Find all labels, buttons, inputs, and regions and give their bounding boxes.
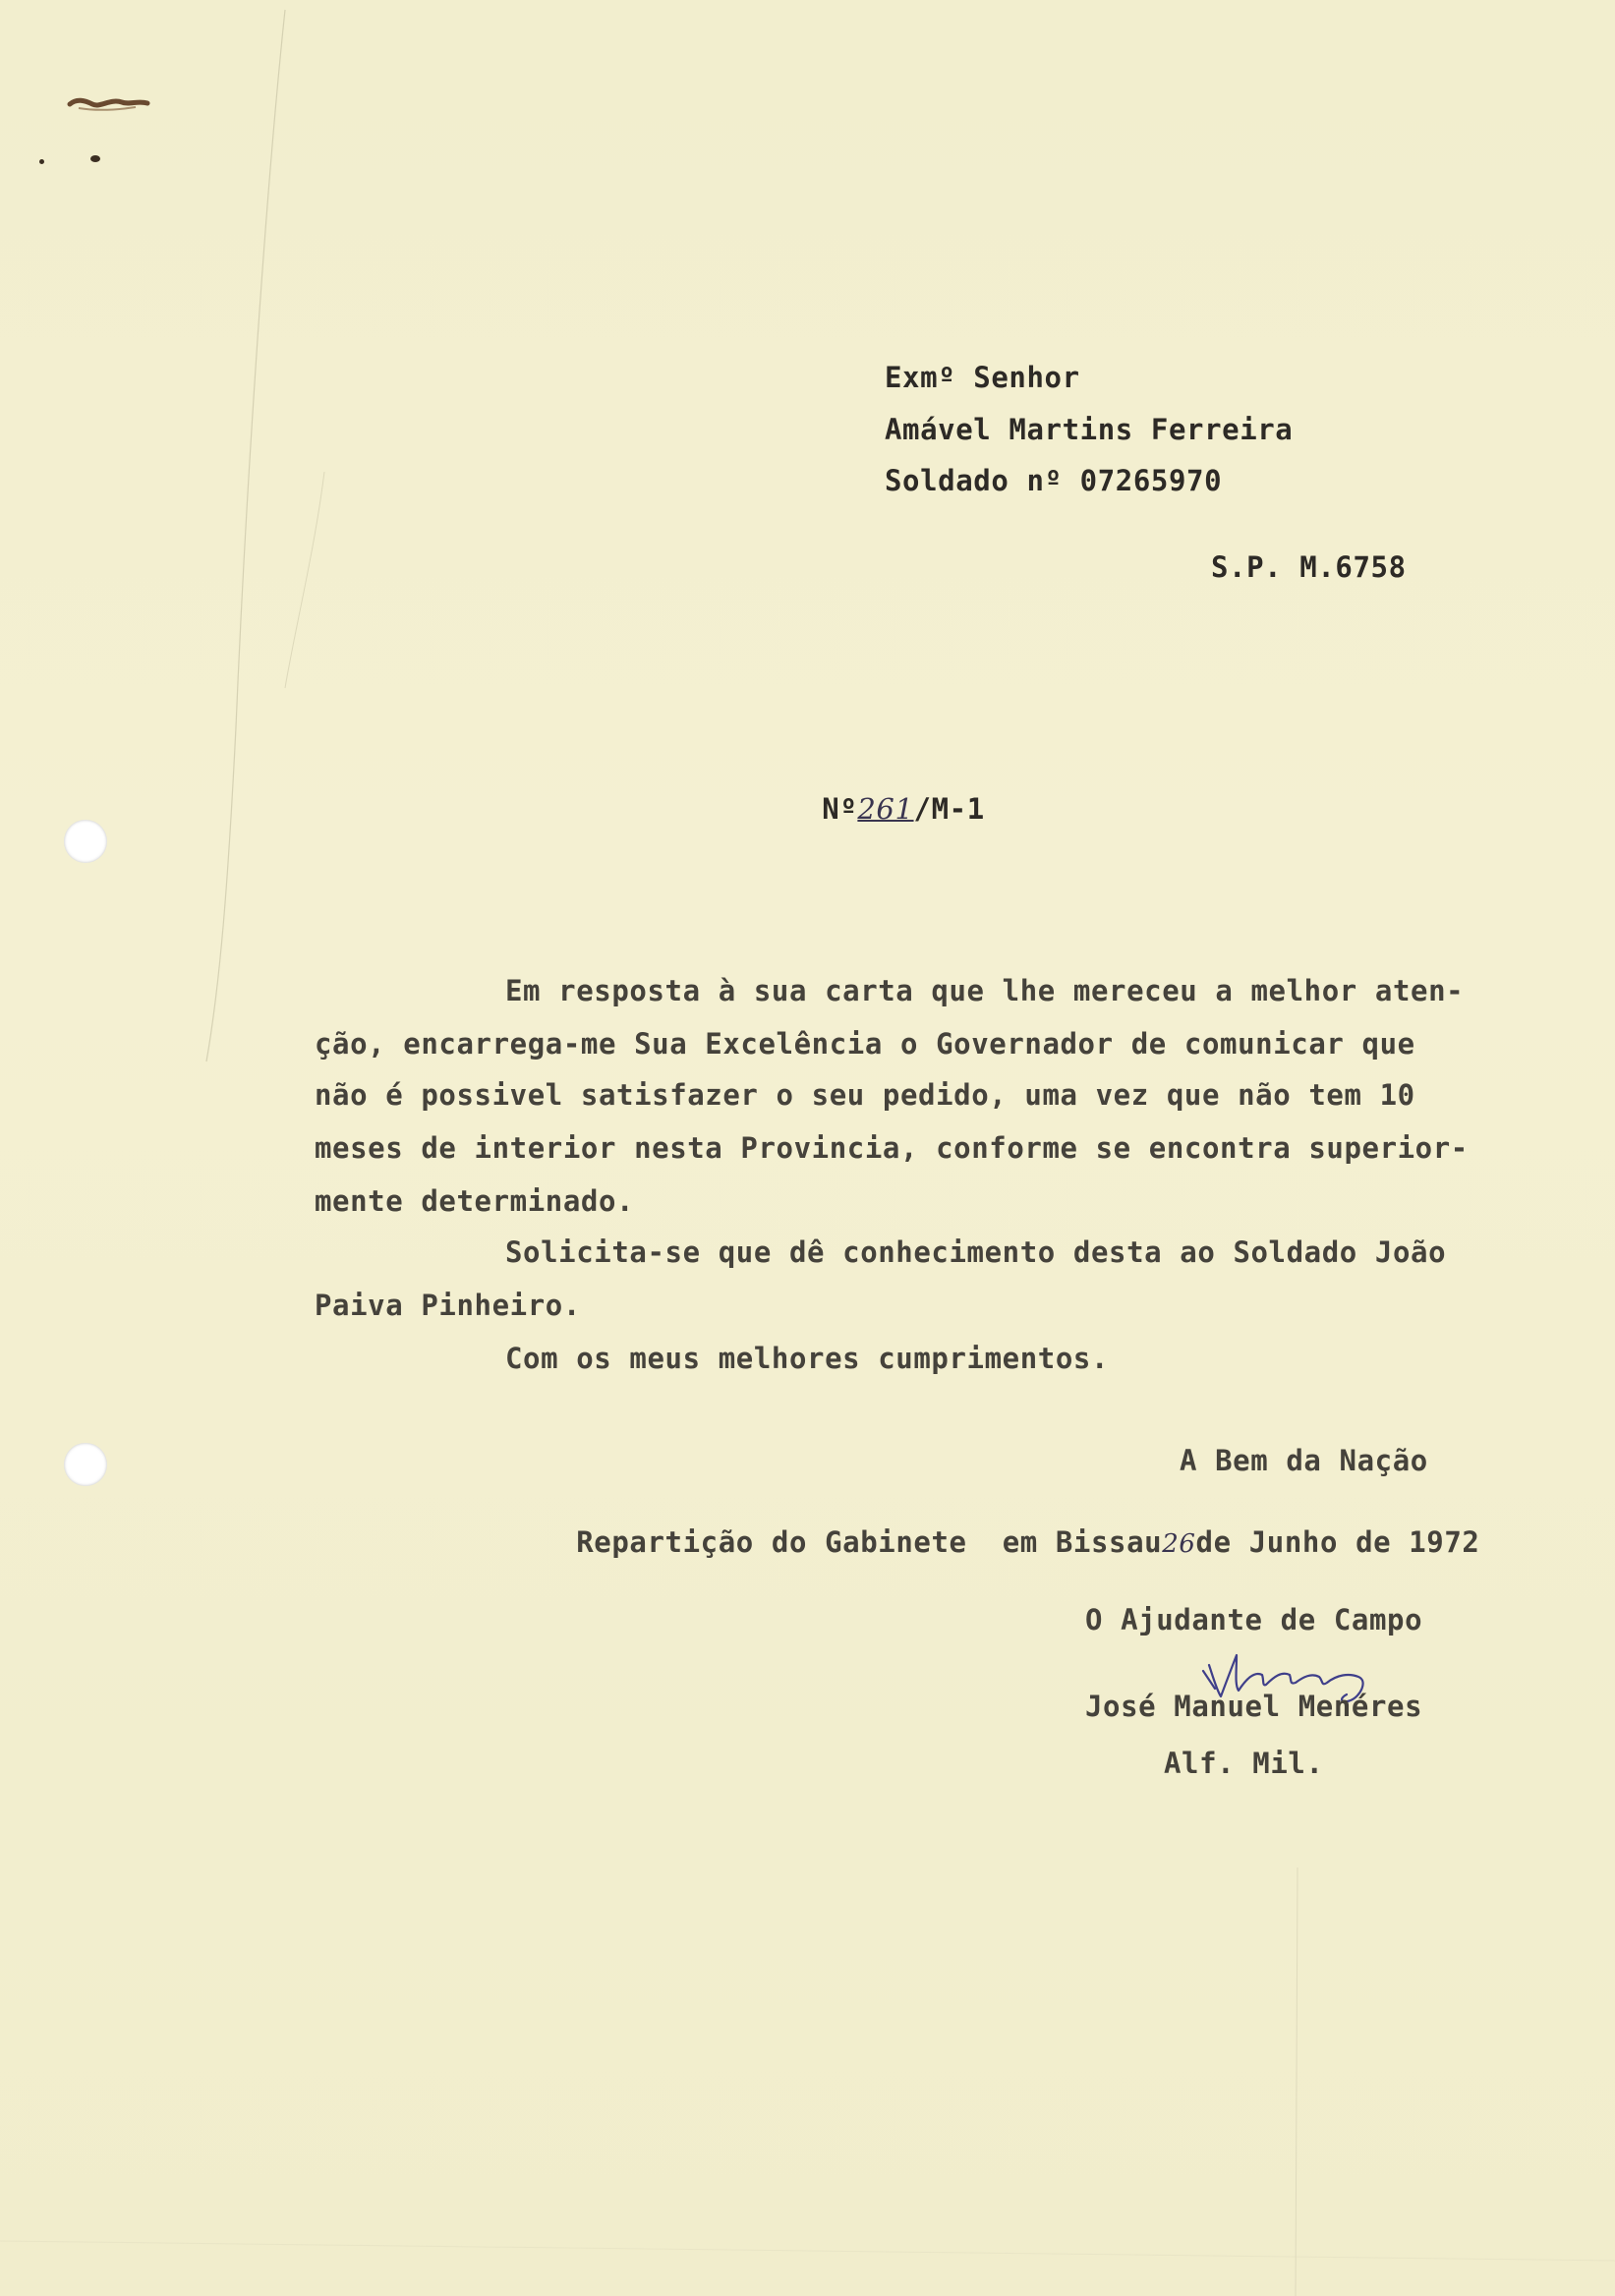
recipient-name: Amável Martins Ferreira	[885, 413, 1294, 446]
reference-prefix: Nº	[822, 792, 858, 826]
reference-suffix: /M-1	[913, 792, 985, 826]
body-line: Com os meus melhores cumprimentos.	[505, 1342, 1110, 1375]
ink-dot-mark	[39, 159, 44, 164]
closing-date-suffix: de Junho de 1972	[1195, 1525, 1480, 1559]
signatory-rank: Alf. Mil.	[1164, 1747, 1324, 1780]
body-line: Solicita-se que dê conhecimento desta ao Soldado João	[505, 1235, 1447, 1269]
staple-stain-mark	[67, 94, 151, 114]
body-line: Em resposta à sua carta que lhe mereceu a melhor aten-	[505, 974, 1465, 1007]
recipient-service-number: Soldado nº 07265970	[885, 464, 1223, 497]
punch-hole	[64, 1443, 107, 1486]
body-line: ção, encarrega-me Sua Excelência o Governador de comunicar que	[315, 1027, 1415, 1061]
body-line: meses de interior nesta Provincia, conforme se encontra superior-	[315, 1131, 1469, 1165]
signatory-role: O Ajudante de Campo	[1085, 1603, 1423, 1636]
punch-hole	[64, 820, 107, 863]
body-line: Paiva Pinheiro.	[315, 1289, 581, 1322]
recipient-postal-sector: S.P. M.6758	[1211, 550, 1407, 584]
body-line: mente determinado.	[315, 1184, 635, 1218]
ink-dot-mark	[90, 155, 100, 162]
reference-handwritten-number: 261	[857, 792, 914, 826]
closing-department: Repartição do Gabinete	[576, 1525, 967, 1559]
closing-handwritten-day: 26	[1162, 1529, 1196, 1559]
body-line: não é possivel satisfazer o seu pedido, uma vez que não tem 10	[315, 1078, 1415, 1112]
closing-motto: A Bem da Nação	[1180, 1444, 1428, 1477]
signatory-name: José Manuel Menéres	[1085, 1690, 1423, 1723]
closing-city: em Bissau	[1002, 1525, 1163, 1559]
reference-number	[751, 767, 985, 852]
closing-place-date	[505, 1500, 1479, 1585]
recipient-salutation: Exmº Senhor	[885, 361, 1080, 394]
